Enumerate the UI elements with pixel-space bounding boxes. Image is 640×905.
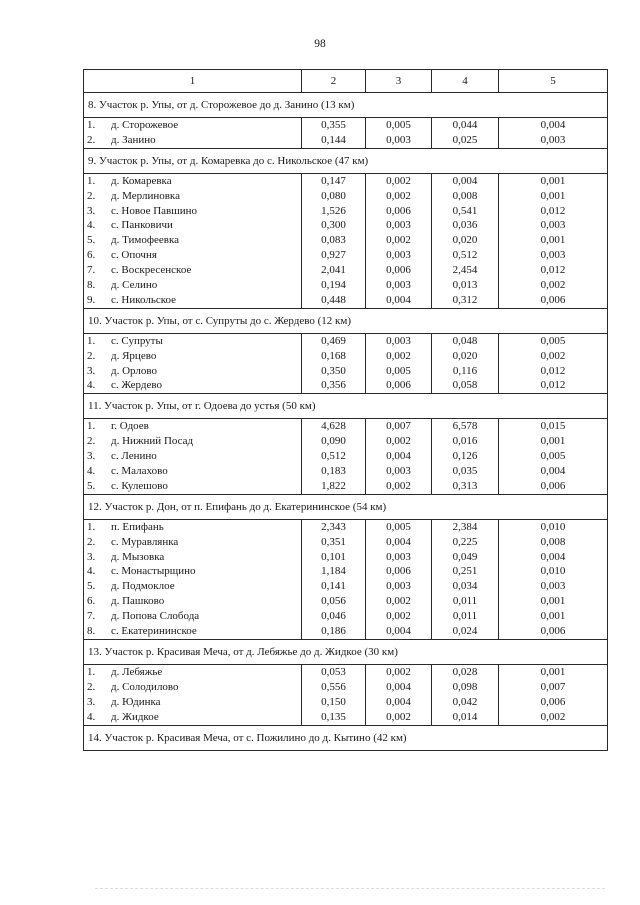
value-3: 0,003 (386, 550, 411, 563)
section-data-block (84, 519, 608, 639)
row-number: 3. (87, 364, 96, 377)
value-3: 0,002 (386, 479, 411, 492)
settlement-name: д. Комаревка (111, 174, 172, 187)
value-2: 0,448 (321, 293, 346, 306)
value-5: 0,012 (540, 379, 566, 392)
row-number: 1. (87, 334, 96, 347)
section-title-row (84, 93, 608, 118)
value-5: 0,003 (540, 219, 566, 232)
list-item (84, 278, 301, 293)
value-3: 0,002 (386, 189, 411, 202)
list-item (84, 263, 301, 278)
value-5: 0,001 (540, 189, 566, 202)
value-2: 0,512 (321, 450, 346, 463)
value-5: 0,010 (540, 565, 566, 578)
list-item (84, 464, 301, 479)
value-2: 0,168 (321, 349, 346, 362)
value-5: 0,006 (540, 625, 566, 638)
value-5: 0,001 (540, 435, 566, 448)
value-2: 0,183 (321, 465, 346, 478)
settlement-name: с. Муравлянка (111, 535, 179, 548)
settlement-names-cell (84, 173, 302, 308)
list-item (84, 550, 301, 565)
settlement-name: д. Селино (111, 279, 158, 292)
value-2: 0,090 (321, 435, 346, 448)
settlement-name: с. Новое Павшино (111, 204, 197, 217)
row-number: 3. (87, 450, 96, 463)
list-item (84, 594, 301, 609)
value-3: 0,004 (386, 535, 411, 548)
value-5: 0,006 (540, 293, 566, 306)
column-header-4: 4 (432, 70, 499, 93)
value-3: 0,002 (386, 174, 411, 187)
row-number: 4. (87, 219, 96, 232)
value-5: 0,003 (540, 249, 566, 262)
value-3: 0,002 (386, 665, 411, 678)
value-5: 0,002 (540, 349, 566, 362)
settlement-name: с. Жердево (111, 379, 163, 392)
value-4: 6,578 (452, 420, 478, 433)
value-2: 0,141 (321, 580, 346, 593)
value-5: 0,006 (540, 695, 566, 708)
row-number: 1. (87, 119, 96, 131)
value-2: 0,469 (321, 334, 346, 347)
column-4-values-cell (432, 333, 499, 394)
column-2-values-cell (302, 333, 366, 394)
column-3-values-cell (366, 519, 432, 639)
value-3: 0,002 (386, 435, 411, 448)
section-data-block (84, 664, 608, 725)
value-4: 2,384 (452, 520, 478, 533)
section-data-block (84, 118, 608, 149)
row-number: 2. (87, 349, 96, 362)
row-number: 2. (87, 435, 96, 448)
row-number: 1. (87, 174, 96, 187)
value-3: 0,003 (386, 133, 411, 146)
value-5: 0,003 (540, 133, 566, 146)
settlement-name: с. Малахово (111, 465, 168, 478)
value-4: 0,011 (452, 595, 478, 608)
value-4: 0,008 (452, 189, 478, 202)
value-2: 0,046 (321, 610, 346, 623)
value-3: 0,003 (386, 465, 411, 478)
value-4: 0,251 (452, 565, 478, 578)
column-4-values-cell (432, 519, 499, 639)
value-3: 0,002 (386, 234, 411, 247)
settlement-name: д. Мерлиновка (111, 189, 180, 202)
settlement-name: д. Попова Слобода (111, 610, 200, 623)
value-2: 0,186 (321, 625, 346, 638)
settlement-name: п. Епифань (111, 520, 164, 533)
value-3: 0,003 (386, 249, 411, 262)
section-title-row (84, 639, 608, 664)
value-4: 0,512 (452, 249, 478, 262)
value-5: 0,012 (540, 204, 566, 217)
section-title-row (84, 394, 608, 419)
value-3: 0,004 (386, 680, 411, 693)
value-5: 0,004 (540, 465, 566, 478)
value-2: 2,041 (321, 264, 346, 277)
section-title: 12. Участок р. Дон, от п. Епифань до д. Екатерининское (54 км) (84, 494, 608, 519)
settlement-names-cell (84, 118, 302, 149)
row-number: 4. (87, 465, 96, 478)
settlements-table (83, 69, 608, 751)
list-item (84, 378, 301, 393)
value-5: 0,005 (540, 450, 566, 463)
settlement-name: д. Жидкое (111, 710, 159, 723)
list-item (84, 579, 301, 594)
value-2: 0,194 (321, 279, 346, 292)
column-5-values-cell (499, 118, 608, 149)
column-4-values-cell (432, 664, 499, 725)
section-data-block (84, 173, 608, 308)
section-title: 14. Участок р. Красивая Меча, от с. Пожилино до д. Кытино (42 км) (84, 725, 608, 750)
column-header-1: 1 (84, 70, 302, 93)
list-item (84, 118, 301, 133)
list-item (84, 710, 301, 725)
value-5: 0,002 (540, 279, 566, 292)
column-header-2: 2 (302, 70, 366, 93)
value-5: 0,001 (540, 234, 566, 247)
column-2-values-cell (302, 118, 366, 149)
settlement-name: с. Ленино (111, 450, 157, 463)
row-number: 5. (87, 234, 96, 247)
column-2-values-cell (302, 519, 366, 639)
column-3-values-cell (366, 333, 432, 394)
value-2: 1,184 (321, 565, 346, 578)
value-3: 0,002 (386, 595, 411, 608)
value-2: 0,080 (321, 189, 346, 202)
row-number: 4. (87, 565, 96, 578)
column-5-values-cell (499, 664, 608, 725)
settlement-name: д. Нижний Посад (111, 435, 194, 448)
list-item (84, 204, 301, 219)
value-4: 0,126 (452, 450, 478, 463)
value-3: 0,006 (386, 379, 411, 392)
section-title: 11. Участок р. Упы, от г. Одоева до устья (50 км) (84, 394, 608, 419)
section-title-row (84, 308, 608, 333)
list-item (84, 449, 301, 464)
list-item (84, 624, 301, 639)
column-4-values-cell (432, 419, 499, 494)
column-header-3: 3 (366, 70, 432, 93)
value-5: 0,012 (540, 264, 566, 277)
row-number: 8. (87, 279, 96, 292)
value-3: 0,007 (386, 420, 411, 433)
value-3: 0,004 (386, 695, 411, 708)
value-5: 0,004 (540, 550, 566, 563)
value-2: 0,101 (321, 550, 346, 563)
value-4: 0,004 (452, 174, 478, 187)
value-4: 0,020 (452, 349, 478, 362)
column-4-values-cell (432, 118, 499, 149)
value-2: 0,927 (321, 249, 346, 262)
list-item (84, 479, 301, 494)
value-2: 1,822 (321, 479, 346, 492)
list-item (84, 680, 301, 695)
column-3-values-cell (366, 419, 432, 494)
section-title: 8. Участок р. Упы, от д. Сторожевое до д. Занино (13 км) (84, 93, 608, 118)
settlement-names-cell (84, 419, 302, 494)
list-item (84, 189, 301, 204)
settlement-name: с. Никольское (111, 293, 177, 306)
list-item (84, 133, 301, 148)
value-4: 0,098 (452, 680, 478, 693)
list-item (84, 293, 301, 308)
value-2: 0,150 (321, 695, 346, 708)
row-number: 5. (87, 580, 96, 593)
column-3-values-cell (366, 118, 432, 149)
value-4: 0,036 (452, 219, 478, 232)
value-4: 0,035 (452, 465, 478, 478)
column-5-values-cell (499, 173, 608, 308)
row-number: 1. (87, 665, 96, 678)
settlement-name: д. Солодилово (111, 680, 179, 693)
value-3: 0,002 (386, 710, 411, 723)
section-title: 13. Участок р. Красивая Меча, от д. Лебяжье до д. Жидкое (30 км) (84, 639, 608, 664)
value-2: 4,628 (321, 420, 346, 433)
value-4: 0,058 (452, 379, 478, 392)
row-number: 2. (87, 680, 96, 693)
value-5: 0,001 (540, 595, 566, 608)
value-2: 2,343 (321, 520, 346, 533)
row-number: 6. (87, 595, 96, 608)
settlement-name: с. Монастырщино (111, 565, 196, 578)
column-3-values-cell (366, 664, 432, 725)
value-4: 0,024 (452, 625, 478, 638)
settlement-name: с. Опочня (111, 249, 157, 262)
list-item (84, 535, 301, 550)
header-row (84, 70, 608, 93)
value-5: 0,004 (540, 119, 566, 131)
row-number: 9. (87, 293, 96, 306)
list-item (84, 349, 301, 364)
value-5: 0,003 (540, 580, 566, 593)
value-4: 0,048 (452, 334, 478, 347)
value-4: 0,011 (452, 610, 478, 623)
list-item (84, 609, 301, 624)
value-2: 0,355 (321, 119, 346, 131)
value-3: 0,004 (386, 625, 411, 638)
value-4: 0,225 (452, 535, 478, 548)
section-title-row (84, 725, 608, 750)
value-2: 0,144 (321, 133, 346, 146)
list-item (84, 564, 301, 579)
value-5: 0,001 (540, 610, 566, 623)
list-item (84, 695, 301, 710)
column-5-values-cell (499, 519, 608, 639)
section-title: 10. Участок р. Упы, от с. Супруты до с. Жердево (12 км) (84, 308, 608, 333)
page-bottom-artifact (95, 888, 605, 890)
value-5: 0,002 (540, 710, 566, 723)
value-2: 0,351 (321, 535, 346, 548)
value-3: 0,006 (386, 264, 411, 277)
value-2: 0,300 (321, 219, 346, 232)
list-item (84, 665, 301, 680)
settlement-name: с. Кулешово (111, 479, 168, 492)
value-3: 0,004 (386, 450, 411, 463)
settlement-name: д. Пашково (111, 595, 165, 608)
row-number: 2. (87, 535, 96, 548)
value-4: 0,014 (452, 710, 478, 723)
value-5: 0,007 (540, 680, 566, 693)
row-number: 2. (87, 189, 96, 202)
settlement-name: д. Юдинка (111, 695, 161, 708)
value-2: 0,147 (321, 174, 346, 187)
column-2-values-cell (302, 173, 366, 308)
value-2: 0,556 (321, 680, 346, 693)
value-2: 0,356 (321, 379, 346, 392)
column-5-values-cell (499, 333, 608, 394)
value-3: 0,004 (386, 293, 411, 306)
row-number: 1. (87, 520, 96, 533)
value-4: 0,049 (452, 550, 478, 563)
value-3: 0,002 (386, 610, 411, 623)
value-4: 0,541 (452, 204, 478, 217)
value-2: 0,350 (321, 364, 346, 377)
row-number: 8. (87, 625, 96, 638)
value-3: 0,005 (386, 520, 411, 533)
value-2: 0,083 (321, 234, 346, 247)
value-3: 0,006 (386, 204, 411, 217)
settlement-name: с. Воскресенское (111, 264, 192, 277)
row-number: 3. (87, 204, 96, 217)
list-item (84, 419, 301, 434)
row-number: 5. (87, 479, 96, 492)
list-item (84, 434, 301, 449)
column-2-values-cell (302, 664, 366, 725)
value-2: 0,135 (321, 710, 346, 723)
value-5: 0,006 (540, 479, 566, 492)
value-4: 0,028 (452, 665, 478, 678)
value-4: 0,034 (452, 580, 478, 593)
row-number: 3. (87, 550, 96, 563)
value-4: 0,312 (452, 293, 478, 306)
value-3: 0,003 (386, 334, 411, 347)
list-item (84, 520, 301, 535)
list-item (84, 218, 301, 233)
value-4: 0,042 (452, 695, 478, 708)
row-number: 2. (87, 133, 96, 146)
section-title-row (84, 494, 608, 519)
value-2: 0,056 (321, 595, 346, 608)
settlement-name: г. Одоев (111, 420, 149, 433)
value-5: 0,012 (540, 364, 566, 377)
settlement-name: д. Занино (111, 133, 156, 146)
value-3: 0,003 (386, 219, 411, 232)
settlement-name: д. Лебяжье (111, 665, 163, 678)
value-4: 0,044 (452, 119, 478, 131)
value-3: 0,002 (386, 349, 411, 362)
value-3: 0,003 (386, 279, 411, 292)
settlement-name: д. Орлово (111, 364, 158, 377)
column-3-values-cell (366, 173, 432, 308)
value-4: 0,116 (452, 364, 478, 377)
column-header-5: 5 (499, 70, 608, 93)
settlement-name: д. Сторожевое (111, 119, 179, 131)
value-2: 0,053 (321, 665, 346, 678)
settlement-name: с. Екатерининское (111, 625, 197, 638)
row-number: 3. (87, 695, 96, 708)
value-4: 0,020 (452, 234, 478, 247)
value-5: 0,001 (540, 665, 566, 678)
row-number: 4. (87, 710, 96, 723)
row-number: 7. (87, 264, 96, 277)
section-title: 9. Участок р. Упы, от д. Комаревка до с. Никольское (47 км) (84, 148, 608, 173)
list-item (84, 174, 301, 189)
section-data-block (84, 333, 608, 394)
settlement-name: д. Ярцево (111, 349, 157, 362)
section-data-block (84, 419, 608, 494)
table-body (84, 70, 608, 751)
settlement-name: д. Мызовка (111, 550, 165, 563)
value-4: 0,013 (452, 279, 478, 292)
row-number: 4. (87, 379, 96, 392)
value-5: 0,001 (540, 174, 566, 187)
value-4: 0,025 (452, 133, 478, 146)
value-3: 0,006 (386, 565, 411, 578)
column-4-values-cell (432, 173, 499, 308)
row-number: 1. (87, 420, 96, 433)
settlement-name: д. Тимофеевка (111, 234, 180, 247)
value-2: 1,526 (321, 204, 346, 217)
value-3: 0,005 (386, 364, 411, 377)
column-2-values-cell (302, 419, 366, 494)
column-5-values-cell (499, 419, 608, 494)
value-5: 0,015 (540, 420, 566, 433)
value-3: 0,003 (386, 580, 411, 593)
value-4: 0,016 (452, 435, 478, 448)
value-5: 0,008 (540, 535, 566, 548)
row-number: 6. (87, 249, 96, 262)
value-3: 0,005 (386, 119, 411, 131)
value-5: 0,010 (540, 520, 566, 533)
row-number: 7. (87, 610, 96, 623)
list-item (84, 364, 301, 379)
list-item (84, 233, 301, 248)
settlement-names-cell (84, 664, 302, 725)
settlement-names-cell (84, 333, 302, 394)
section-title-row (84, 148, 608, 173)
settlement-name: с. Панковичи (111, 219, 173, 232)
value-5: 0,005 (540, 334, 566, 347)
settlement-names-cell (84, 519, 302, 639)
value-4: 2,454 (452, 264, 478, 277)
page-number: 98 (314, 38, 326, 50)
settlement-name: с. Супруты (111, 334, 163, 347)
list-item (84, 248, 301, 263)
settlement-name: д. Подмоклое (111, 580, 175, 593)
value-4: 0,313 (452, 479, 478, 492)
list-item (84, 334, 301, 349)
